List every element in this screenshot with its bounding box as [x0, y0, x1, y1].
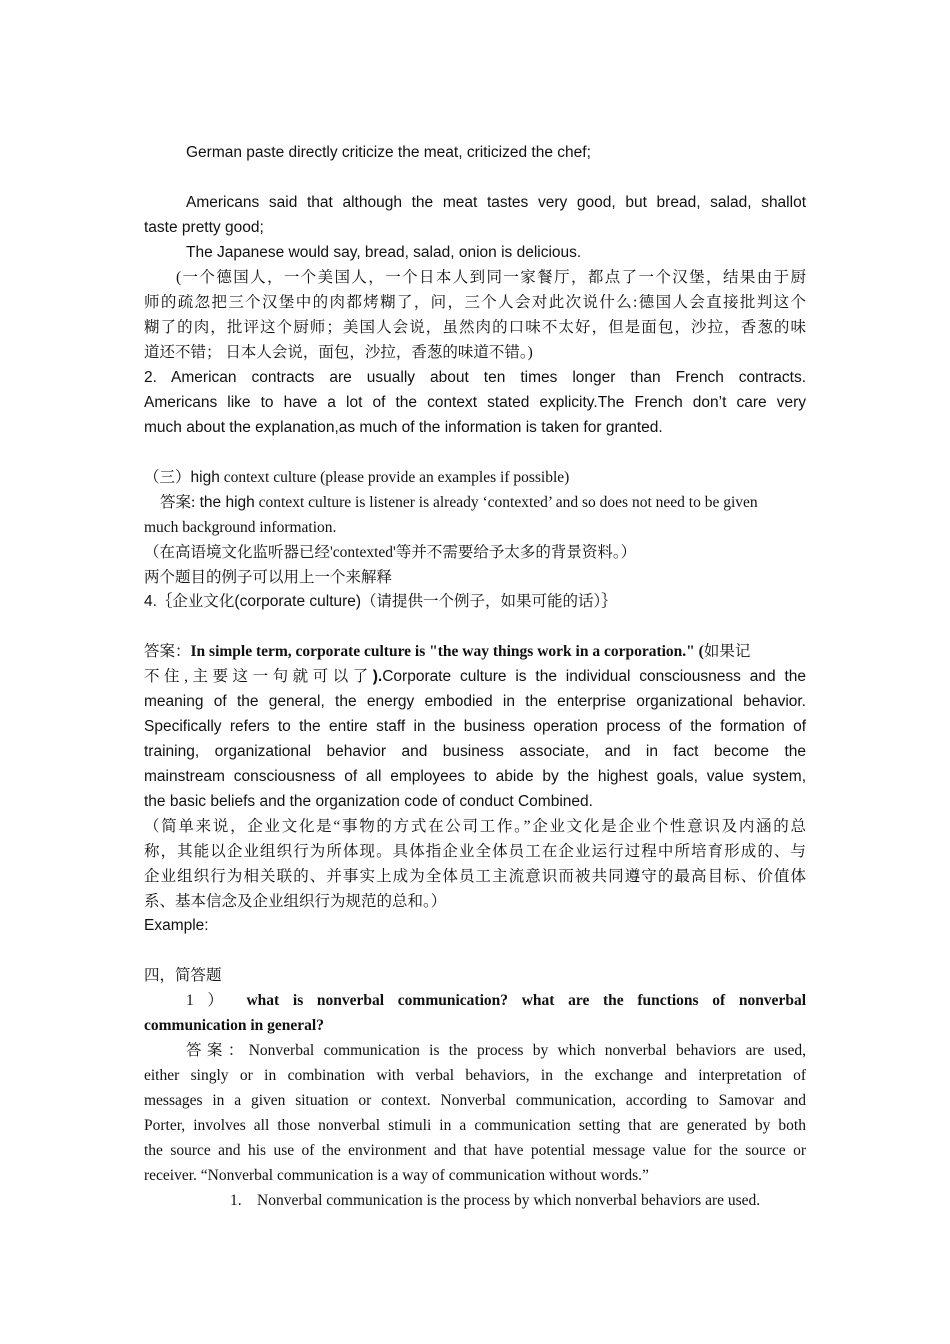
corporate-cn-line2: 称，其能以企业组织行为所体现。具体指企业全体员工在企业运行过程中所培育形成的、与: [144, 843, 806, 860]
corporate-answer-line5: training, organizational behavior and business associate, and in fact become the: [144, 743, 806, 760]
corporate-cn-line3: 企业组织行为相关联的、并事实上成为全体员工主流意识而被共同遵守的最高目标、价值体: [144, 868, 806, 885]
chinese-translation-line1: (一个德国人，一个美国人，一个日本人到同一家餐厅，都点了一个汉堡，结果由于厨: [176, 269, 806, 286]
answer-rest: context culture is listener is already ‘contexted’ and so does not need to be given: [254, 494, 758, 511]
corporate-example-label: Example:: [144, 917, 209, 934]
corporate-cn-line1: （简单来说，企业文化是“事物的方式在公司工作。”企业文化是企业个性意识及内涵的总: [144, 818, 806, 835]
list-item-text: Nonverbal communication is the process by which nonverbal behaviors are used.: [257, 1192, 761, 1209]
short-answer-heading: 四，简答题: [144, 967, 222, 984]
answer-label: 答案：: [186, 1042, 249, 1059]
heading-rest: context culture (please provide an examples if possible): [219, 469, 570, 486]
question-1-line1: [186, 989, 806, 1013]
answer-1-line4: Porter, involves all those nonverbal stimuli in a communication setting that are generated by both: [144, 1117, 806, 1134]
heading-word: high: [190, 469, 220, 486]
contracts-line3: much about the explanation,as much of the information is taken for granted.: [144, 419, 663, 436]
answer-1-line1: [186, 1039, 806, 1063]
answer-1-line2: either singly or in combination with verbal behaviors, in the exchange and interpretation of: [144, 1067, 806, 1084]
high-context-heading: [144, 466, 806, 490]
corporate-bold-definition: In simple term, corporate culture is "the way things work in a corporation." (: [190, 643, 704, 660]
paragraph-american-line2: taste pretty good;: [144, 219, 264, 236]
chinese-translation-line3: 糊了的肉，批评这个厨师；美国人会说，虽然肉的口味不太好，但是面包，沙拉，香葱的味: [144, 319, 806, 336]
corporate-heading: 4.｛企业文化(corporate culture)（请提供一个例子，如果可能的话）｝: [144, 593, 617, 610]
corporate-cn-note-1: 如果记: [703, 643, 751, 660]
paragraph-american-line1: Americans said that although the meat tastes very good, but bread, salad, shallot: [186, 194, 806, 211]
answer-1-text: Nonverbal communication is the process by which nonverbal behaviors are used,: [248, 1042, 806, 1059]
answer-label: 答案:: [160, 494, 196, 511]
answer-1-line3: messages in a given situation or context. Nonverbal communication, according to Samovar and: [144, 1092, 806, 1109]
answer-high: the high: [195, 494, 255, 511]
corporate-bold-close: ).: [372, 668, 383, 685]
chinese-translation-line2: 师的疏忽把三个汉堡中的肉都烤糊了，问，三个人会对此次说什么:德国人会直接批判这个: [144, 294, 806, 311]
contracts-line2: Americans like to have a lot of the context stated explicity.The French don’t care very: [144, 394, 806, 411]
corporate-answer-line7: the basic beliefs and the organization code of conduct Combined.: [144, 793, 593, 810]
high-context-answer-line1: [160, 491, 806, 515]
list-item-number: 1.: [230, 1192, 242, 1209]
corporate-answer-line6: mainstream consciousness of all employees to abide by the highest goals, value system,: [144, 768, 806, 785]
high-context-cn-translation: （在高语境文化监听器已经'contexted'等并不需要给予太多的背景资料。）: [144, 544, 637, 561]
question-1-line2: communication in general?: [144, 1017, 324, 1034]
corporate-answer-line2: [144, 665, 806, 689]
answer-1-line5: the source and his use of the environment and that have potential message value for the source or: [144, 1142, 806, 1159]
corporate-answer-line3: meaning of the general, the energy embodied in the enterprise organizational behavior.: [144, 693, 806, 710]
contracts-line1: 2. American contracts are usually about ten times longer than French contracts.: [144, 369, 806, 386]
chinese-translation-line4: 道还不错； 日本人会说，面包，沙拉，香葱的味道不错。): [144, 344, 533, 361]
corporate-answer-line1: [144, 640, 806, 664]
high-context-answer-line2: much background information.: [144, 519, 337, 536]
corporate-line2-rest: Corporate culture is the individual consciousness and the: [382, 668, 806, 685]
answer-1-line6: receiver. “Nonverbal communication is a way of communication without words.”: [144, 1167, 649, 1184]
corporate-answer-line4: Specifically refers to the entire staff in the business operation process of the formation of: [144, 718, 806, 735]
corporate-cn-note-2: 不住,主要这一句就可以了: [144, 668, 373, 685]
question-1-text-a: what is nonverbal communication? what are the functions of nonverbal: [246, 992, 806, 1009]
heading-prefix: （三）: [144, 469, 191, 486]
corporate-cn-line4: 系、基本信念及企业组织行为规范的总和。）: [144, 893, 447, 910]
answer-label: 答案：: [144, 643, 191, 660]
paragraph-japanese: The Japanese would say, bread, salad, onion is delicious.: [186, 244, 582, 261]
high-context-note: 两个题目的例子可以用上一个来解释: [144, 569, 393, 586]
paragraph-german: German paste directly criticize the meat, criticized the chef;: [186, 144, 591, 161]
question-number: 1 ）: [186, 992, 233, 1009]
